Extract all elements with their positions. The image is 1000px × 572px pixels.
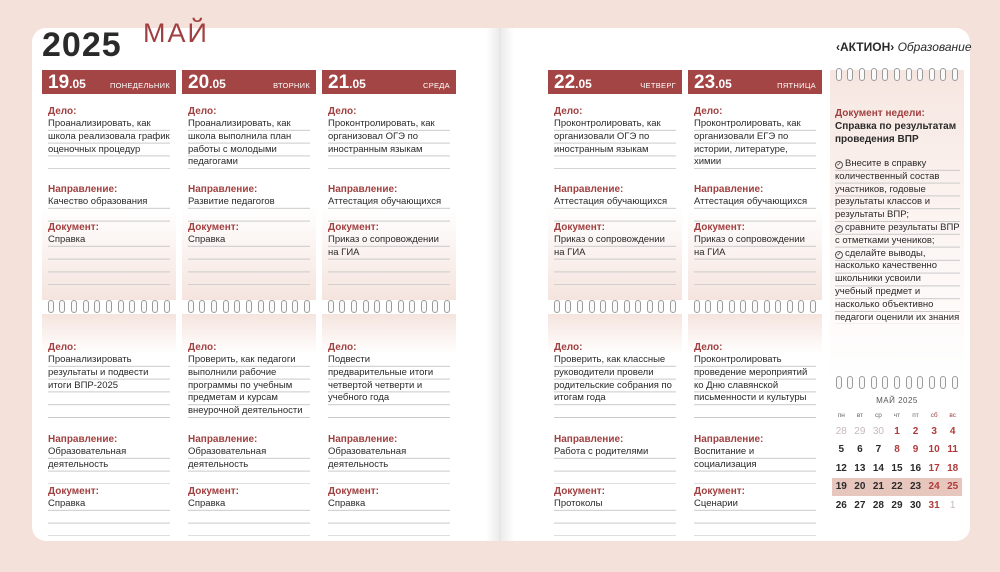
day-column: [688, 70, 822, 536]
entry-text: Проанализировать результаты и подвести итоги ВПР-2025: [48, 354, 170, 418]
spiral-ring: [836, 376, 842, 389]
spiral-ring: [246, 300, 252, 313]
entry-block: [188, 222, 310, 285]
entry-label: Направление:: [694, 184, 764, 195]
entry-label: Документ:: [48, 222, 100, 233]
spiral-ring: [894, 376, 900, 389]
entry-label: Дело:: [328, 106, 357, 117]
entry-text: Работа с родителями: [554, 446, 676, 484]
mini-calendar: [830, 396, 964, 515]
spiral-ring: [94, 300, 100, 313]
book-gutter: [486, 28, 514, 541]
calendar-day: 28: [835, 425, 847, 437]
spiral-ring: [917, 68, 923, 81]
entry-block: [328, 106, 450, 169]
morning-section: [182, 94, 316, 300]
spiral-ring: [859, 68, 865, 81]
spiral-ring: [705, 300, 711, 313]
afternoon-section: [42, 314, 176, 536]
calendar-weekday: ср: [874, 412, 882, 419]
entry-text: Приказ о сопровождении на ГИА: [554, 234, 676, 285]
calendar-day: 17: [928, 462, 940, 474]
brand-logo-mark: ‹АКТИОН›: [836, 40, 895, 54]
weekday-label: ПОНЕДЕЛЬНИК: [109, 81, 170, 90]
spiral-ring: [409, 300, 415, 313]
entry-block: [554, 184, 676, 222]
entry-block: [328, 342, 450, 418]
spiral-ring: [600, 300, 606, 313]
entry-label: Направление:: [554, 434, 624, 445]
spiral-ring: [351, 300, 357, 313]
brand-logo-text: Образование: [897, 40, 972, 54]
afternoon-section: [322, 314, 456, 536]
spiral-ring: [152, 300, 158, 313]
spiral-rings: [688, 300, 822, 314]
calendar-day: 3: [931, 425, 937, 437]
spiral-ring: [859, 376, 865, 389]
check-icon: ✓: [836, 162, 842, 168]
entry-block: [328, 184, 450, 222]
day-header: [688, 70, 822, 94]
spiral-ring: [810, 300, 816, 313]
spiral-ring: [917, 376, 923, 389]
calendar-day: 27: [854, 499, 866, 511]
tip-text: сравните результаты ВПР с отметками учеников;: [835, 221, 960, 246]
entry-block: [188, 106, 310, 169]
entry-label: Документ:: [554, 222, 606, 233]
spiral-ring: [281, 300, 287, 313]
spiral-ring: [363, 300, 369, 313]
entry-text: Проконтролировать, как организовали ОГЭ по иностранным языкам: [554, 118, 676, 169]
day-column: [548, 70, 682, 536]
entry-block: [188, 342, 310, 418]
entry-text: Аттестация обучающихся: [328, 196, 450, 222]
calendar-grid: [832, 409, 962, 515]
entry-label: Дело:: [694, 106, 723, 117]
entry-block: [554, 106, 676, 169]
spiral-ring: [223, 300, 229, 313]
calendar-weekday-row: [832, 409, 962, 422]
entry-block: [48, 222, 170, 285]
entry-label: Направление:: [188, 434, 258, 445]
entry-text: Образовательная деятельность: [328, 446, 450, 484]
day-header: [322, 70, 456, 94]
day-number: 19: [48, 72, 70, 93]
entry-label: Документ:: [188, 222, 240, 233]
month-title: МАЙ: [143, 18, 209, 48]
entry-block: [188, 486, 310, 536]
entry-label: Дело:: [188, 342, 217, 353]
spiral-ring: [717, 300, 723, 313]
entry-label: Документ:: [554, 486, 606, 497]
entry-text: Проверить, как педагоги выполнили рабочие программы по учебным предметам и курсам внеурочной деятельности: [188, 354, 310, 418]
entry-label: Дело:: [554, 342, 583, 353]
spiral-ring: [129, 300, 135, 313]
entry-text: Проанализировать, как школа реализовала график оценочных процедур: [48, 118, 170, 169]
entry-label: Документ:: [188, 486, 240, 497]
calendar-day: 28: [872, 499, 884, 511]
entry-label: Направление:: [48, 184, 118, 195]
calendar-day: 1: [894, 425, 900, 437]
morning-section: [42, 94, 176, 300]
afternoon-section: [182, 314, 316, 536]
spiral-ring: [577, 300, 583, 313]
spiral-ring: [658, 300, 664, 313]
entry-block: [328, 222, 450, 285]
calendar-day: 14: [872, 462, 884, 474]
entry-block: [48, 106, 170, 169]
calendar-day: 12: [835, 462, 847, 474]
entry-text: Протоколы: [554, 498, 676, 536]
calendar-weekday: чт: [893, 412, 901, 419]
entry-block: [694, 434, 816, 484]
entry-block: [694, 486, 816, 536]
entry-block: [188, 184, 310, 222]
entry-text: Воспитание и социализация: [694, 446, 816, 484]
day-month: .05: [715, 77, 732, 91]
spiral-ring: [199, 300, 205, 313]
entry-text: Аттестация обучающихся: [554, 196, 676, 222]
calendar-weekday: вс: [949, 412, 956, 419]
calendar-day: 7: [875, 444, 882, 456]
day-column: [182, 70, 316, 536]
spiral-rings: [548, 300, 682, 314]
entry-block: [694, 222, 816, 285]
spiral-ring: [374, 300, 380, 313]
entry-block: [188, 434, 310, 484]
spiral-ring: [211, 300, 217, 313]
entry-block: [48, 434, 170, 484]
calendar-day: 19: [832, 478, 851, 497]
calendar-day: 22: [888, 478, 907, 497]
entry-text: Справка: [188, 234, 310, 285]
morning-section: [548, 94, 682, 300]
entry-label: Документ:: [328, 486, 380, 497]
calendar-week: [832, 422, 962, 441]
spiral-ring: [565, 300, 571, 313]
afternoon-section: [548, 314, 682, 536]
day-month: .05: [575, 77, 592, 91]
spiral-ring: [882, 376, 888, 389]
entry-label: Документ:: [328, 222, 380, 233]
spiral-ring: [234, 300, 240, 313]
spiral-ring: [304, 300, 310, 313]
calendar-weekday: вт: [856, 412, 863, 419]
day-number: 22: [554, 72, 576, 93]
day-date: [328, 72, 366, 94]
document-of-week-panel: [830, 70, 964, 536]
spiral-ring: [141, 300, 147, 313]
entry-text: Проконтролировать, как организовал ОГЭ по иностранным языкам: [328, 118, 450, 169]
calendar-day: 31: [928, 499, 940, 511]
entry-text: Подвести предварительные итоги четвертой четверти и учебного года: [328, 354, 450, 418]
day-month: .05: [69, 77, 86, 91]
entry-text: Справка: [328, 498, 450, 536]
spiral-ring: [906, 376, 912, 389]
check-icon: ✓: [836, 225, 842, 232]
spiral-ring: [798, 300, 804, 313]
calendar-day: 6: [857, 444, 863, 456]
spiral-ring: [624, 300, 630, 313]
spiral-ring: [906, 68, 912, 81]
entry-text: Образовательная деятельность: [48, 446, 170, 484]
spiral-ring: [882, 68, 888, 81]
spiral-ring: [929, 68, 935, 81]
spiral-ring: [740, 300, 746, 313]
entry-label: Направление:: [694, 434, 764, 445]
afternoon-section: [688, 314, 822, 536]
calendar-week: [832, 441, 962, 460]
day-number: 23: [694, 72, 716, 93]
calendar-day: 25: [943, 478, 962, 497]
entry-block: [554, 342, 676, 418]
calendar-day: 15: [891, 462, 903, 474]
doc-of-week-tips: [835, 158, 960, 324]
entry-label: Направление:: [328, 184, 398, 195]
entry-block: [48, 184, 170, 222]
calendar-day: 5: [838, 444, 845, 456]
spiral-ring: [612, 300, 618, 313]
calendar-title: МАЙ 2025: [876, 396, 918, 405]
spiral-ring: [328, 300, 334, 313]
entry-label: Дело:: [48, 106, 77, 117]
spiral-ring: [952, 376, 958, 389]
calendar-day: 11: [947, 444, 958, 456]
doc-of-week-label: Документ недели:: [835, 108, 925, 119]
entry-label: Дело:: [554, 106, 583, 117]
day-month: .05: [349, 77, 366, 91]
spiral-rings: [830, 376, 964, 390]
entry-block: [328, 486, 450, 536]
entry-label: Документ:: [48, 486, 100, 497]
calendar-weekday: пн: [837, 412, 845, 419]
spiral-ring: [269, 300, 275, 313]
spiral-ring: [787, 300, 793, 313]
tip-text: Внесите в справку количественный состав участников, годовые результаты классов и результаты ВПР;: [835, 158, 940, 221]
entry-block: [694, 106, 816, 169]
entry-text: Справка: [188, 498, 310, 536]
calendar-day: 18: [947, 462, 959, 474]
entry-label: Дело:: [48, 342, 77, 353]
calendar-weekday: сб: [930, 412, 938, 419]
spiral-ring: [444, 300, 450, 313]
entry-block: [48, 342, 170, 418]
calendar-day: 23: [906, 478, 925, 497]
entry-label: Направление:: [188, 184, 258, 195]
calendar-day: 1: [949, 499, 956, 511]
entry-block: [694, 184, 816, 222]
tip-item: [835, 222, 960, 248]
spiral-ring: [71, 300, 77, 313]
entry-text: Справка: [48, 234, 170, 285]
spiral-ring: [929, 376, 935, 389]
check-icon: ✓: [836, 251, 842, 258]
entry-text: Проанализировать, как школа выполнила план работы с молодыми педагогами: [188, 118, 310, 169]
weekday-label: СРЕДА: [422, 81, 450, 90]
calendar-day: 24: [925, 478, 944, 497]
tip-item: [835, 248, 960, 325]
entry-text: Образовательная деятельность: [188, 446, 310, 484]
weekday-label: ЧЕТВЕРГ: [640, 81, 676, 90]
calendar-day: 16: [909, 462, 922, 474]
entry-block: [694, 342, 816, 418]
spiral-ring: [118, 300, 124, 313]
day-date: [694, 72, 732, 94]
calendar-day: 10: [928, 444, 940, 456]
calendar-day: 4: [949, 425, 956, 437]
spiral-ring: [635, 300, 641, 313]
calendar-day: 29: [854, 425, 866, 437]
spiral-ring: [836, 68, 842, 81]
spiral-ring: [647, 300, 653, 313]
year-title: 2025: [42, 26, 122, 64]
entry-label: Документ:: [694, 222, 746, 233]
spiral-ring: [775, 300, 781, 313]
spiral-ring: [694, 300, 700, 313]
spiral-ring: [83, 300, 89, 313]
entry-block: [48, 486, 170, 536]
spiral-ring: [940, 68, 946, 81]
day-header: [42, 70, 176, 94]
entry-text: Проконтролировать проведение мероприятий ко Дню славянской письменности и культуры: [694, 354, 816, 418]
entry-label: Документ:: [694, 486, 746, 497]
entry-label: Дело:: [694, 342, 723, 353]
entry-label: Дело:: [188, 106, 217, 117]
spiral-ring: [871, 68, 877, 81]
calendar-day: 29: [891, 499, 903, 511]
weekday-label: ПЯТНИЦА: [777, 81, 816, 90]
spiral-ring: [589, 300, 595, 313]
calendar-day: 2: [912, 425, 919, 437]
spiral-ring: [59, 300, 65, 313]
entry-label: Направление:: [554, 184, 624, 195]
entry-block: [328, 434, 450, 484]
entry-text: Качество образования: [48, 196, 170, 222]
morning-section: [322, 94, 456, 300]
spiral-ring: [940, 376, 946, 389]
spiral-ring: [398, 300, 404, 313]
spiral-ring: [554, 300, 560, 313]
entry-label: Направление:: [48, 434, 118, 445]
entry-text: Приказ о сопровождении на ГИА: [328, 234, 450, 285]
calendar-week: [832, 496, 962, 515]
day-number: 20: [188, 72, 210, 93]
spiral-ring: [432, 300, 438, 313]
day-date: [188, 72, 226, 94]
spiral-ring: [952, 68, 958, 81]
spiral-ring: [670, 300, 676, 313]
spiral-ring: [871, 376, 877, 389]
spiral-rings: [182, 300, 316, 314]
calendar-day: 30: [909, 499, 922, 511]
entry-text: Приказ о сопровождении на ГИА: [694, 234, 816, 285]
calendar-day: 9: [912, 444, 919, 456]
spiral-ring: [894, 68, 900, 81]
entry-text: Аттестация обучающихся: [694, 196, 816, 222]
day-date: [554, 72, 592, 94]
spiral-ring: [847, 68, 853, 81]
entry-text: Сценарии: [694, 498, 816, 536]
spiral-ring: [386, 300, 392, 313]
spiral-ring: [48, 300, 54, 313]
entry-text: Проконтролировать, как организовали ЕГЭ по истории, литературе, химии: [694, 118, 816, 169]
calendar-day: 30: [872, 425, 884, 437]
day-date: [48, 72, 86, 94]
spiral-ring: [764, 300, 770, 313]
entry-text: Проверить, как классные руководители провели родительские собрания по итогам года: [554, 354, 676, 418]
day-month: .05: [209, 77, 226, 91]
calendar-day: 26: [835, 499, 847, 511]
calendar-day: 20: [851, 478, 870, 497]
calendar-weekday: пт: [912, 412, 919, 419]
day-number: 21: [328, 72, 350, 93]
day-column: [322, 70, 456, 536]
calendar-week: [832, 459, 962, 478]
calendar-day: 13: [854, 462, 866, 474]
spiral-ring: [188, 300, 194, 313]
doc-of-week-title: Справка по результатам проведения ВПР: [835, 121, 957, 145]
day-header: [548, 70, 682, 94]
morning-section: [688, 94, 822, 300]
spiral-ring: [258, 300, 264, 313]
spiral-ring: [106, 300, 112, 313]
entry-block: [554, 222, 676, 285]
tip-text: сделайте выводы, насколько качественно школьники усвоили учебный предмет и насколько объективно педагоги оценили их знания: [835, 247, 960, 323]
calendar-day: 21: [869, 478, 888, 497]
day-header: [182, 70, 316, 94]
spiral-ring: [729, 300, 735, 313]
brand-logo: [836, 40, 972, 54]
spiral-ring: [292, 300, 298, 313]
spiral-ring: [339, 300, 345, 313]
entry-text: Развитие педагогов: [188, 196, 310, 222]
entry-label: Направление:: [328, 434, 398, 445]
entry-text: Справка: [48, 498, 170, 536]
entry-block: [554, 486, 676, 536]
weekday-label: ВТОРНИК: [273, 81, 310, 90]
entry-label: Дело:: [328, 342, 357, 353]
spiral-ring: [164, 300, 170, 313]
spiral-ring: [847, 376, 853, 389]
tip-item: [835, 158, 960, 222]
entry-block: [554, 434, 676, 484]
calendar-week: [832, 478, 962, 497]
spiral-ring: [421, 300, 427, 313]
calendar-day: 8: [894, 444, 900, 456]
spiral-rings: [830, 68, 964, 82]
spiral-rings: [42, 300, 176, 314]
spiral-ring: [752, 300, 758, 313]
day-column: [42, 70, 176, 536]
spiral-rings: [322, 300, 456, 314]
